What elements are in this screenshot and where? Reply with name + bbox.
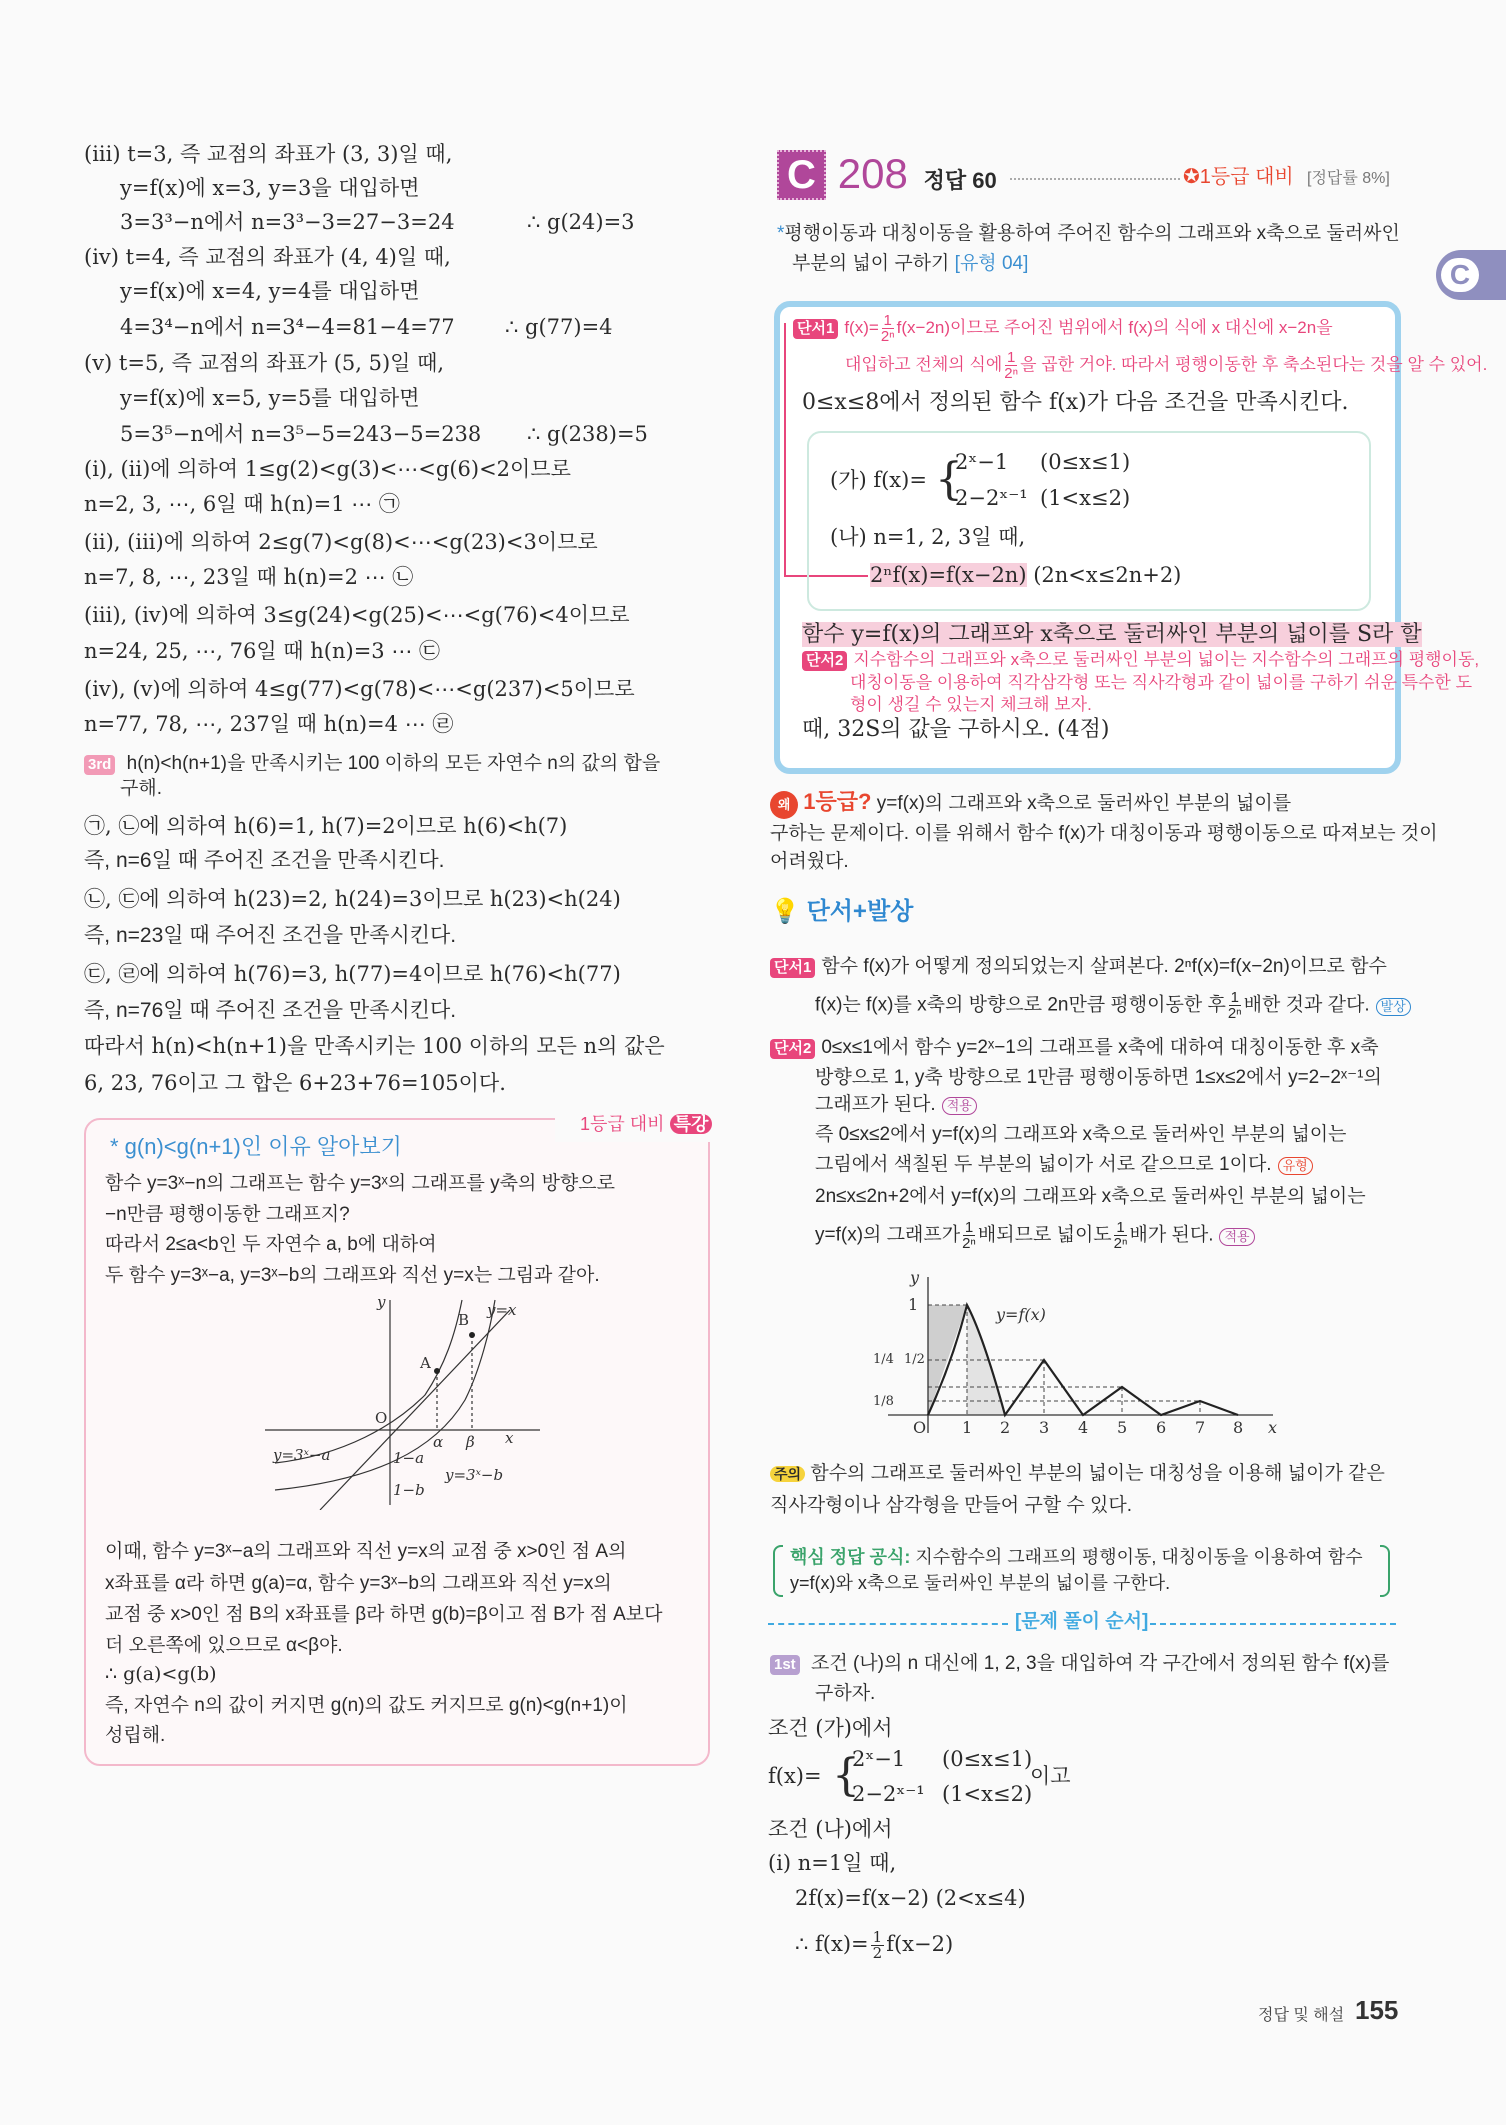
special-text: 함수 y=3ˣ−n의 그래프는 함수 y=3ˣ의 그래프를 y축의 방향으로: [105, 1173, 615, 1194]
special-tab-badge: 특강: [670, 1114, 713, 1134]
why-text: 어려웠다.: [770, 851, 849, 872]
problem-stem2: [802, 621, 1422, 649]
label-b: B: [458, 1311, 470, 1329]
clue2-line3: [815, 1091, 977, 1119]
caution-badge: 주의: [770, 1466, 805, 1482]
case-v: (v) t=5, 즉 교점의 좌표가 (5, 5)일 때,: [84, 351, 445, 375]
x-tick: 1: [962, 1418, 973, 1435]
special-text: ∴ g(a)<g(b): [105, 1663, 217, 1685]
label-beta: β: [466, 1433, 475, 1451]
clue2-line5: [815, 1151, 1313, 1179]
leader-dots: [1010, 178, 1180, 180]
solution-case: (i) n=1일 때,: [768, 1851, 897, 1875]
step1-text: 조건 (나)의 n 대신에 1, 2, 3을 대입하여 각 구간에서 정의된 함수 f(x)를: [810, 1653, 1390, 1674]
clue1-badge: 단서1: [770, 958, 815, 978]
clue-text: 배되므로 넓이도: [977, 1224, 1112, 1246]
point-b: [469, 1332, 475, 1338]
clue-text: 그래프가 된다.: [815, 1094, 936, 1115]
highlighted-equation: 2ⁿf(x)=f(x−2n): [870, 563, 1027, 587]
clue1-cont: [815, 990, 1411, 1021]
special-text: 즉, 자연수 n의 값이 커지면 g(n)의 값도 커지므로 g(n)<g(n+1)이: [105, 1695, 628, 1716]
solution-eq: 2f(x)=f(x−2) (2<x≤4): [795, 1886, 1026, 1910]
hint-connector: [784, 323, 786, 575]
text-line: ㉢, ㉣에 의하여 h(76)=3, h(77)=4이므로 h(76)<h(77): [84, 962, 621, 986]
problem-question: 때, 32S의 값을 구하시오. (4점): [802, 717, 1110, 742]
label-1-b: 1−b: [393, 1481, 425, 1499]
piece2: 2−2ˣ⁻¹: [852, 1782, 925, 1806]
condition-domain: (2n<x≤2n+2): [1033, 563, 1182, 587]
clue-text: f(x)는 f(x)를 x축의 방향으로 2n만큼 평행이동한 후: [815, 994, 1226, 1016]
clue-text: 배한 것과 같다.: [1243, 994, 1370, 1016]
condition-na: (나) n=1, 2, 3일 때,: [830, 525, 1026, 549]
y-tick: 1/4: [873, 1352, 894, 1367]
fraction: [881, 313, 895, 344]
label-curve-b: y=3ˣ−b: [445, 1466, 504, 1484]
origin-label: O: [375, 1409, 388, 1427]
bracket-left: [773, 1545, 783, 1597]
type-link[interactable]: [유형 04]: [954, 253, 1029, 274]
frac-den: 2ⁿ: [1227, 1005, 1242, 1022]
hint2: [802, 649, 1479, 671]
solution-text: 이고: [1030, 1764, 1071, 1788]
step-badge: 3rd: [84, 755, 115, 775]
solution-eq2: [795, 1930, 953, 1961]
y-label: y: [377, 1295, 386, 1311]
clue2-badge: 단서2: [770, 1039, 815, 1059]
tag-balsang: 발상: [1376, 998, 1411, 1016]
text-line: 따라서 h(n)<h(n+1)을 만족시키는 100 이하의 모든 n의 값은: [84, 1034, 665, 1058]
step1: [770, 1650, 1389, 1678]
order-title: [문제 풀이 순서]: [1015, 1611, 1149, 1632]
special-text: 두 함수 y=3ˣ−a, y=3ˣ−b의 그래프와 직선 y=x는 그림과 같아.: [105, 1265, 600, 1286]
point-a: [434, 1368, 440, 1374]
text-line: 즉, n=23일 때 주어진 조건을 만족시킨다.: [84, 924, 457, 947]
why-text: y=f(x)의 그래프와 x축으로 둘러싸인 부분의 넓이를: [876, 793, 1292, 814]
text-line: y=f(x)에 x=4, y=4를 대입하면: [120, 279, 420, 303]
hint1: [793, 313, 1333, 344]
x-tick: 6: [1156, 1418, 1167, 1435]
step3-text: h(n)<h(n+1)을 만족시키는 100 이하의 모든 자연수 n의 값의 합을: [126, 753, 661, 774]
core-formula: [790, 1543, 1363, 1571]
x-tick: 4: [1078, 1418, 1089, 1435]
condition-ga: (가) f(x)=: [830, 468, 927, 492]
piece1: 2ˣ−1: [955, 450, 1009, 474]
why-section: [770, 788, 1291, 819]
frac-den: 2ⁿ: [1004, 365, 1019, 382]
problem-stem: 0≤x≤8에서 정의된 함수 f(x)가 다음 조건을 만족시킨다.: [802, 390, 1349, 415]
special-text: x좌표를 α라 하면 g(a)=α, 함수 y=3ˣ−b의 그래프와 직선 y=x의: [105, 1573, 612, 1594]
text-line: n=77, 78, ⋯, 237일 때 h(n)=4 ⋯ ㉣: [84, 712, 454, 736]
special-text: 이때, 함수 y=3ˣ−a의 그래프와 직선 y=x의 교점 중 x>0인 점 A의: [105, 1541, 627, 1562]
star-icon: ✪: [1183, 166, 1200, 188]
y-tick: 1/8: [873, 1394, 894, 1409]
piece1-domain: (0≤x≤1): [1040, 450, 1131, 474]
caution: [770, 1460, 1385, 1488]
clue-text: 배가 된다.: [1129, 1224, 1214, 1246]
fraction: [1114, 1220, 1128, 1251]
text-line: (i), (ii)에 의하여 1≤g(2)<g(3)<⋯<g(6)<2이므로: [84, 457, 571, 481]
step3: [84, 750, 660, 778]
core-text: y=f(x)와 x축으로 둘러싸인 부분의 넓이를 구한다.: [790, 1573, 1171, 1593]
clue-title: 단서+발상: [806, 898, 914, 925]
eq-text: f(x−2): [886, 1932, 954, 1956]
frac-num: 1: [1116, 1219, 1125, 1236]
hint1-text: f(x−2n)이므로 주어진 범위에서 f(x)의 식에 x 대신에 x−2n을: [896, 317, 1333, 337]
text-line: ㉡, ㉢에 의하여 h(23)=2, h(24)=3이므로 h(23)<h(24): [84, 887, 621, 911]
step1-text: 구하자.: [815, 1683, 876, 1704]
frac-den: 2ⁿ: [1113, 1235, 1128, 1252]
special-text: 성립해.: [105, 1725, 166, 1746]
section-badge: C: [777, 150, 826, 200]
shaded-region-1: [928, 1305, 967, 1415]
hint2-text: 형이 생길 수 있는지 체크해 보자.: [850, 695, 1092, 714]
piece1: 2ˣ−1: [852, 1747, 906, 1771]
bracket-right: [1380, 1545, 1390, 1597]
fraction: [1004, 350, 1018, 381]
hint2-text: 지수함수의 그래프와 x축으로 둘러싸인 부분의 넓이는 지수함수의 그래프의 평행이동,: [853, 650, 1480, 669]
page-number: 155: [1355, 1995, 1399, 2025]
why-badge: 왜: [770, 791, 798, 819]
exponential-graph: [265, 1295, 555, 1510]
caution-text: 함수의 그래프로 둘러싸인 부분의 넓이는 대칭성을 이용해 넓이가 같은: [810, 1463, 1385, 1484]
case-iii: (iii) t=3, 즉 교점의 좌표가 (3, 3)일 때,: [84, 142, 453, 166]
clue-text: 그림에서 색칠된 두 부분의 넓이가 서로 같으므로 1이다.: [815, 1154, 1272, 1175]
why-title: 1등급?: [803, 789, 872, 814]
problem-header: [777, 150, 997, 205]
frac-num: 1: [1006, 349, 1016, 366]
asterisk-icon: *: [777, 223, 785, 244]
y-tick: 1: [908, 1295, 919, 1314]
answer-label: 정답 60: [923, 168, 997, 193]
conclusion: ∴ g(77)=4: [505, 315, 613, 339]
highlighted-stem: 함수 y=f(x)의 그래프와 x축으로 둘러싸인 부분의 넓이를 S라 할: [802, 622, 1422, 647]
x-label: x: [505, 1429, 514, 1447]
core-label: 핵심 정답 공식:: [790, 1547, 911, 1567]
clue-text: 함수 f(x)가 어떻게 정의되었는지 살펴본다. 2ⁿf(x)=f(x−2n)이므로 함수: [821, 956, 1387, 977]
f-graph: [868, 1265, 1288, 1435]
clue2: [770, 1034, 1379, 1062]
solution-text: 조건 (가)에서: [768, 1716, 893, 1740]
text-line: 4=3⁴−n에서 n=3⁴−4=81−4=77: [120, 315, 455, 339]
y-tick: 1/2: [904, 1352, 925, 1367]
frac-num: 1: [872, 1928, 883, 1946]
hint1-badge: 단서1: [793, 319, 838, 339]
step3-text-cont: 구해.: [120, 778, 162, 799]
divider: [1150, 1623, 1396, 1625]
core-text: 지수함수의 그래프의 평행이동, 대칭이동을 이용하여 함수: [915, 1547, 1363, 1567]
condition-na-eq: [870, 561, 1181, 589]
x-tick: 7: [1195, 1418, 1206, 1435]
fraction: [1228, 990, 1242, 1021]
clue-text: 즉 0≤x≤2에서 y=f(x)의 그래프와 x축으로 둘러싸인 부분의 넓이는: [815, 1124, 1347, 1145]
text-line: y=f(x)에 x=5, y=5를 대입하면: [120, 386, 420, 410]
lightbulb-head-icon: 💡: [770, 898, 800, 925]
clue2-line7: [815, 1220, 1255, 1251]
case-iv: (iv) t=4, 즉 교점의 좌표가 (4, 4)일 때,: [84, 245, 451, 269]
frac-num: 1: [883, 312, 892, 329]
brace-icon: {: [935, 454, 963, 505]
footer-label: 정답 및 해설: [1258, 2007, 1345, 2024]
x-tick: 3: [1039, 1418, 1050, 1435]
special-text: 더 오른쪽에 있으므로 α<β야.: [105, 1635, 343, 1656]
text-line: 3=3³−n에서 n=3³−3=27−3=24: [120, 210, 455, 234]
caution-text: 직사각형이나 삼각형을 만들어 구할 수 있다.: [770, 1495, 1133, 1516]
special-tab-label: 1등급 대비: [580, 1114, 665, 1134]
clue1: [770, 953, 1387, 981]
text-line: y=f(x)에 x=3, y=3을 대입하면: [120, 176, 420, 200]
frac-den: 2ⁿ: [880, 328, 895, 345]
piece1-domain: (0≤x≤1): [942, 1747, 1033, 1771]
tag-type: 유형: [1278, 1157, 1313, 1175]
clue-text: 방향으로 1, y축 방향으로 1만큼 평행이동하면 1≤x≤2에서 y=2−2ˣ⁻¹의: [815, 1067, 1382, 1088]
text-line: ㉠, ㉡에 의하여 h(6)=1, h(7)=2이므로 h(6)<h(7): [84, 814, 568, 838]
curve-label: y=f(x): [996, 1305, 1046, 1324]
conclusion: ∴ g(24)=3: [527, 210, 635, 234]
x-tick: 5: [1117, 1418, 1128, 1435]
text-line: 즉, n=76일 때 주어진 조건을 만족시킨다.: [84, 999, 457, 1022]
clue-header: [770, 898, 913, 926]
hint1-text: 대입하고 전체의 식에: [845, 354, 1003, 374]
subtitle-line2: [792, 250, 1028, 278]
subtitle-line: 평행이동과 대칭이동을 활용하여 주어진 함수의 그래프와 x축으로 둘러싸인: [784, 223, 1400, 244]
hint2-text: 대칭이동을 이용하여 직각삼각형 또는 직사각형과 같이 넓이를 구하기 쉬운 특수한 도: [850, 673, 1473, 692]
label-a: A: [420, 1354, 431, 1372]
clue-text: 2n≤x≤2n+2에서 y=f(x)의 그래프와 x축으로 둘러싸인 부분의 넓이는: [815, 1186, 1366, 1207]
special-text: 따라서 2≤a<b인 두 자연수 a, b에 대하여: [105, 1234, 437, 1255]
frac-den: 2ⁿ: [962, 1235, 976, 1252]
special-tab: [580, 1110, 712, 1138]
text-line: n=2, 3, ⋯, 6일 때 h(n)=1 ⋯ ㉠: [84, 492, 400, 516]
origin-label: O: [913, 1418, 927, 1435]
text-line: 5=3⁵−n에서 n=3⁵−5=243−5=238: [120, 422, 482, 446]
x-tick: 8: [1233, 1418, 1244, 1435]
clue-text: 0≤x≤1에서 함수 y=2ˣ−1의 그래프를 x축에 대하여 대칭이동한 후 x축: [821, 1037, 1379, 1058]
special-text: −n만큼 평행이동한 그래프지?: [105, 1204, 350, 1225]
subtitle: [777, 220, 1400, 248]
hint2-badge: 단서2: [802, 651, 847, 671]
frac-den: 2: [872, 1944, 883, 1962]
level-label: [1183, 163, 1294, 191]
frac-num: 1: [964, 1219, 974, 1236]
text-line: n=7, 8, ⋯, 23일 때 h(n)=2 ⋯ ㉡: [84, 565, 414, 589]
solution-fx: f(x)=: [768, 1764, 822, 1788]
x-tick: 2: [1000, 1418, 1011, 1435]
hint1-text: f(x)=: [844, 317, 879, 337]
label-alpha: α: [433, 1433, 444, 1451]
label-curve-a: y=3ˣ−a: [273, 1446, 331, 1464]
hint1-text: 을 곱한 거야. 따라서 평행이동한 후 축소된다는 것을 알 수 있어.: [1020, 354, 1488, 374]
fraction: [962, 1220, 976, 1251]
step-badge: 1st: [770, 1655, 800, 1675]
text-line: (iv), (v)에 의하여 4≤g(77)<g(78)<⋯<g(237)<5이므로: [84, 677, 635, 701]
brace-icon: {: [832, 1750, 860, 1801]
piece2-domain: (1<x≤2): [1040, 486, 1131, 510]
divider: [768, 1623, 1008, 1625]
final-answer-line: 6, 23, 76이고 그 합은 6+23+76=105이다.: [84, 1071, 506, 1095]
x-label: x: [1268, 1418, 1278, 1435]
y-label: y: [910, 1268, 920, 1287]
text-line: n=24, 25, ⋯, 76일 때 h(n)=3 ⋯ ㉢: [84, 639, 441, 663]
side-tab-letter: C: [1441, 258, 1479, 292]
conclusion: ∴ g(238)=5: [527, 422, 648, 446]
why-text: 구하는 문제이다. 이를 위해서 함수 f(x)가 대칭이동과 평행이동으로 따져보는 것이: [770, 823, 1438, 844]
problem-number: 208: [837, 150, 908, 197]
level-text: 1등급 대비: [1199, 166, 1294, 188]
label-yx: y=x: [487, 1301, 517, 1319]
frac-num: 1: [1230, 989, 1239, 1006]
text-line: (ii), (iii)에 의하여 2≤g(7)<g(8)<⋯<g(23)<3이므로: [84, 530, 598, 554]
hint1-cont: [845, 350, 1487, 381]
text-line: (iii), (iv)에 의하여 3≤g(24)<g(25)<⋯<g(76)<4이므로: [84, 603, 630, 627]
piece2: 2−2ˣ⁻¹: [955, 486, 1028, 510]
correct-rate: [정답률 8%]: [1307, 170, 1390, 187]
special-text: 교점 중 x>0인 점 B의 x좌표를 β라 하면 g(b)=β이고 점 B가 점 A보다: [105, 1604, 663, 1625]
piece2-domain: (1<x≤2): [942, 1782, 1033, 1806]
tag-apply: 적용: [1219, 1228, 1254, 1246]
tag-apply: 적용: [942, 1097, 977, 1115]
subtitle-text: 부분의 넓이 구하기: [792, 253, 950, 274]
eq-text: ∴ f(x)=: [795, 1932, 869, 1956]
special-title: * g(n)<g(n+1)인 이유 알아보기: [110, 1134, 402, 1159]
text-line: 즉, n=6일 때 주어진 조건을 만족시킨다.: [84, 849, 445, 872]
label-1-a: 1−a: [393, 1449, 425, 1467]
clue-text: y=f(x)의 그래프가: [815, 1224, 961, 1246]
solution-text: 조건 (나)에서: [768, 1817, 893, 1841]
fraction: [871, 1930, 885, 1961]
